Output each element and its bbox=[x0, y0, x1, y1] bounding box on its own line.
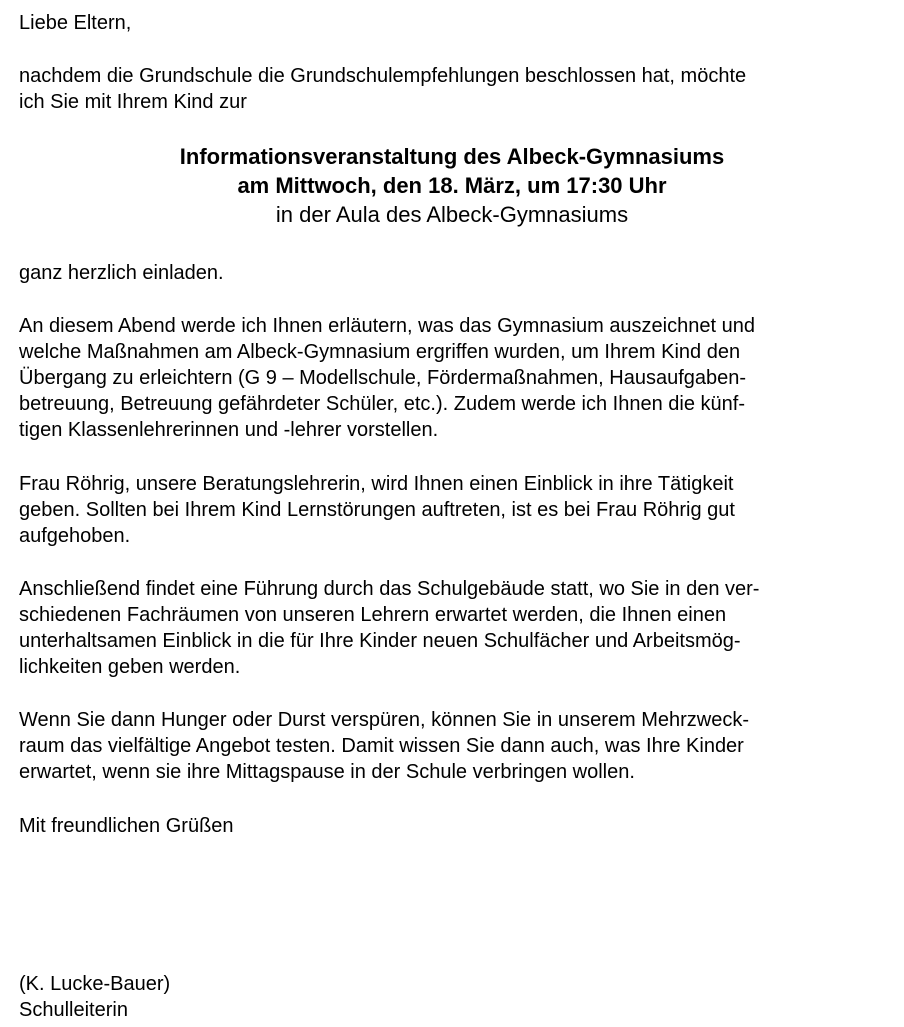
intro-paragraph bbox=[19, 63, 889, 115]
paragraph-line: An diesem Abend werde ich Ihnen erläutern, was das Gymnasium auszeichnet und bbox=[19, 315, 755, 337]
paragraph-line: geben. Sollten bei Ihrem Kind Lernstörungen auftreten, ist es bei Frau Röhrig gut bbox=[19, 499, 735, 521]
paragraph-counselor bbox=[19, 471, 889, 549]
paragraph-line: Anschließend findet eine Führung durch das Schulgebäude statt, wo Sie in den ver- bbox=[19, 578, 760, 600]
paragraph-food bbox=[19, 707, 889, 785]
closing-text: Mit freundlichen Grüßen bbox=[19, 815, 234, 837]
paragraph-line: tigen Klassenlehrerinnen und -lehrer vorstellen. bbox=[19, 419, 439, 441]
paragraph-line: lichkeiten geben werden. bbox=[19, 656, 241, 678]
paragraph-line: Wenn Sie dann Hunger oder Durst verspüren, können Sie in unserem Mehrzweck- bbox=[19, 709, 749, 731]
paragraph-line: schiedenen Fachräumen von unseren Lehrern erwartet werden, die Ihnen einen bbox=[19, 604, 727, 626]
event-announcement bbox=[0, 142, 904, 229]
paragraph-line: erwartet, wenn sie ihre Mittagspause in der Schule verbringen wollen. bbox=[19, 761, 635, 783]
salutation bbox=[19, 10, 889, 36]
closing bbox=[19, 813, 889, 839]
paragraph-line: welche Maßnahmen am Albeck-Gymnasium ergriffen wurden, um Ihrem Kind den bbox=[19, 341, 741, 363]
event-location: in der Aula des Albeck-Gymnasiums bbox=[275, 202, 629, 227]
signature-block bbox=[19, 971, 889, 1023]
paragraph-line: betreuung, Betreuung gefährdeter Schüler, etc.). Zudem werde ich Ihnen die künf- bbox=[19, 393, 745, 415]
invite-line bbox=[19, 260, 889, 286]
paragraph-line: aufgehoben. bbox=[19, 525, 131, 547]
signature-role: Schulleiterin bbox=[19, 999, 128, 1021]
paragraph-line: raum das vielfältige Angebot testen. Damit wissen Sie dann auch, was Ihre Kinder bbox=[19, 735, 744, 757]
paragraph-line: Übergang zu erleichtern (G 9 – Modellschule, Fördermaßnahmen, Hausaufgaben- bbox=[19, 367, 747, 389]
salutation-text: Liebe Eltern, bbox=[19, 12, 132, 34]
paragraph-tour bbox=[19, 576, 889, 680]
paragraph-line: unterhaltsamen Einblick in die für Ihre Kinder neuen Schulfächer und Arbeitsmög- bbox=[19, 630, 741, 652]
paragraph-line: Frau Röhrig, unsere Beratungslehrerin, wird Ihnen einen Einblick in ihre Tätigkeit bbox=[19, 473, 734, 495]
event-date-time: am Mittwoch, den 18. März, um 17:30 Uhr bbox=[237, 173, 667, 198]
signature-name: (K. Lucke-Bauer) bbox=[19, 973, 171, 995]
intro-line: ich Sie mit Ihrem Kind zur bbox=[19, 91, 247, 113]
invite-text: ganz herzlich einladen. bbox=[19, 262, 224, 284]
event-title: Informationsveranstaltung des Albeck-Gymnasiums bbox=[179, 144, 725, 169]
paragraph-evening bbox=[19, 313, 889, 443]
intro-line: nachdem die Grundschule die Grundschulempfehlungen beschlossen hat, möchte bbox=[19, 65, 747, 87]
